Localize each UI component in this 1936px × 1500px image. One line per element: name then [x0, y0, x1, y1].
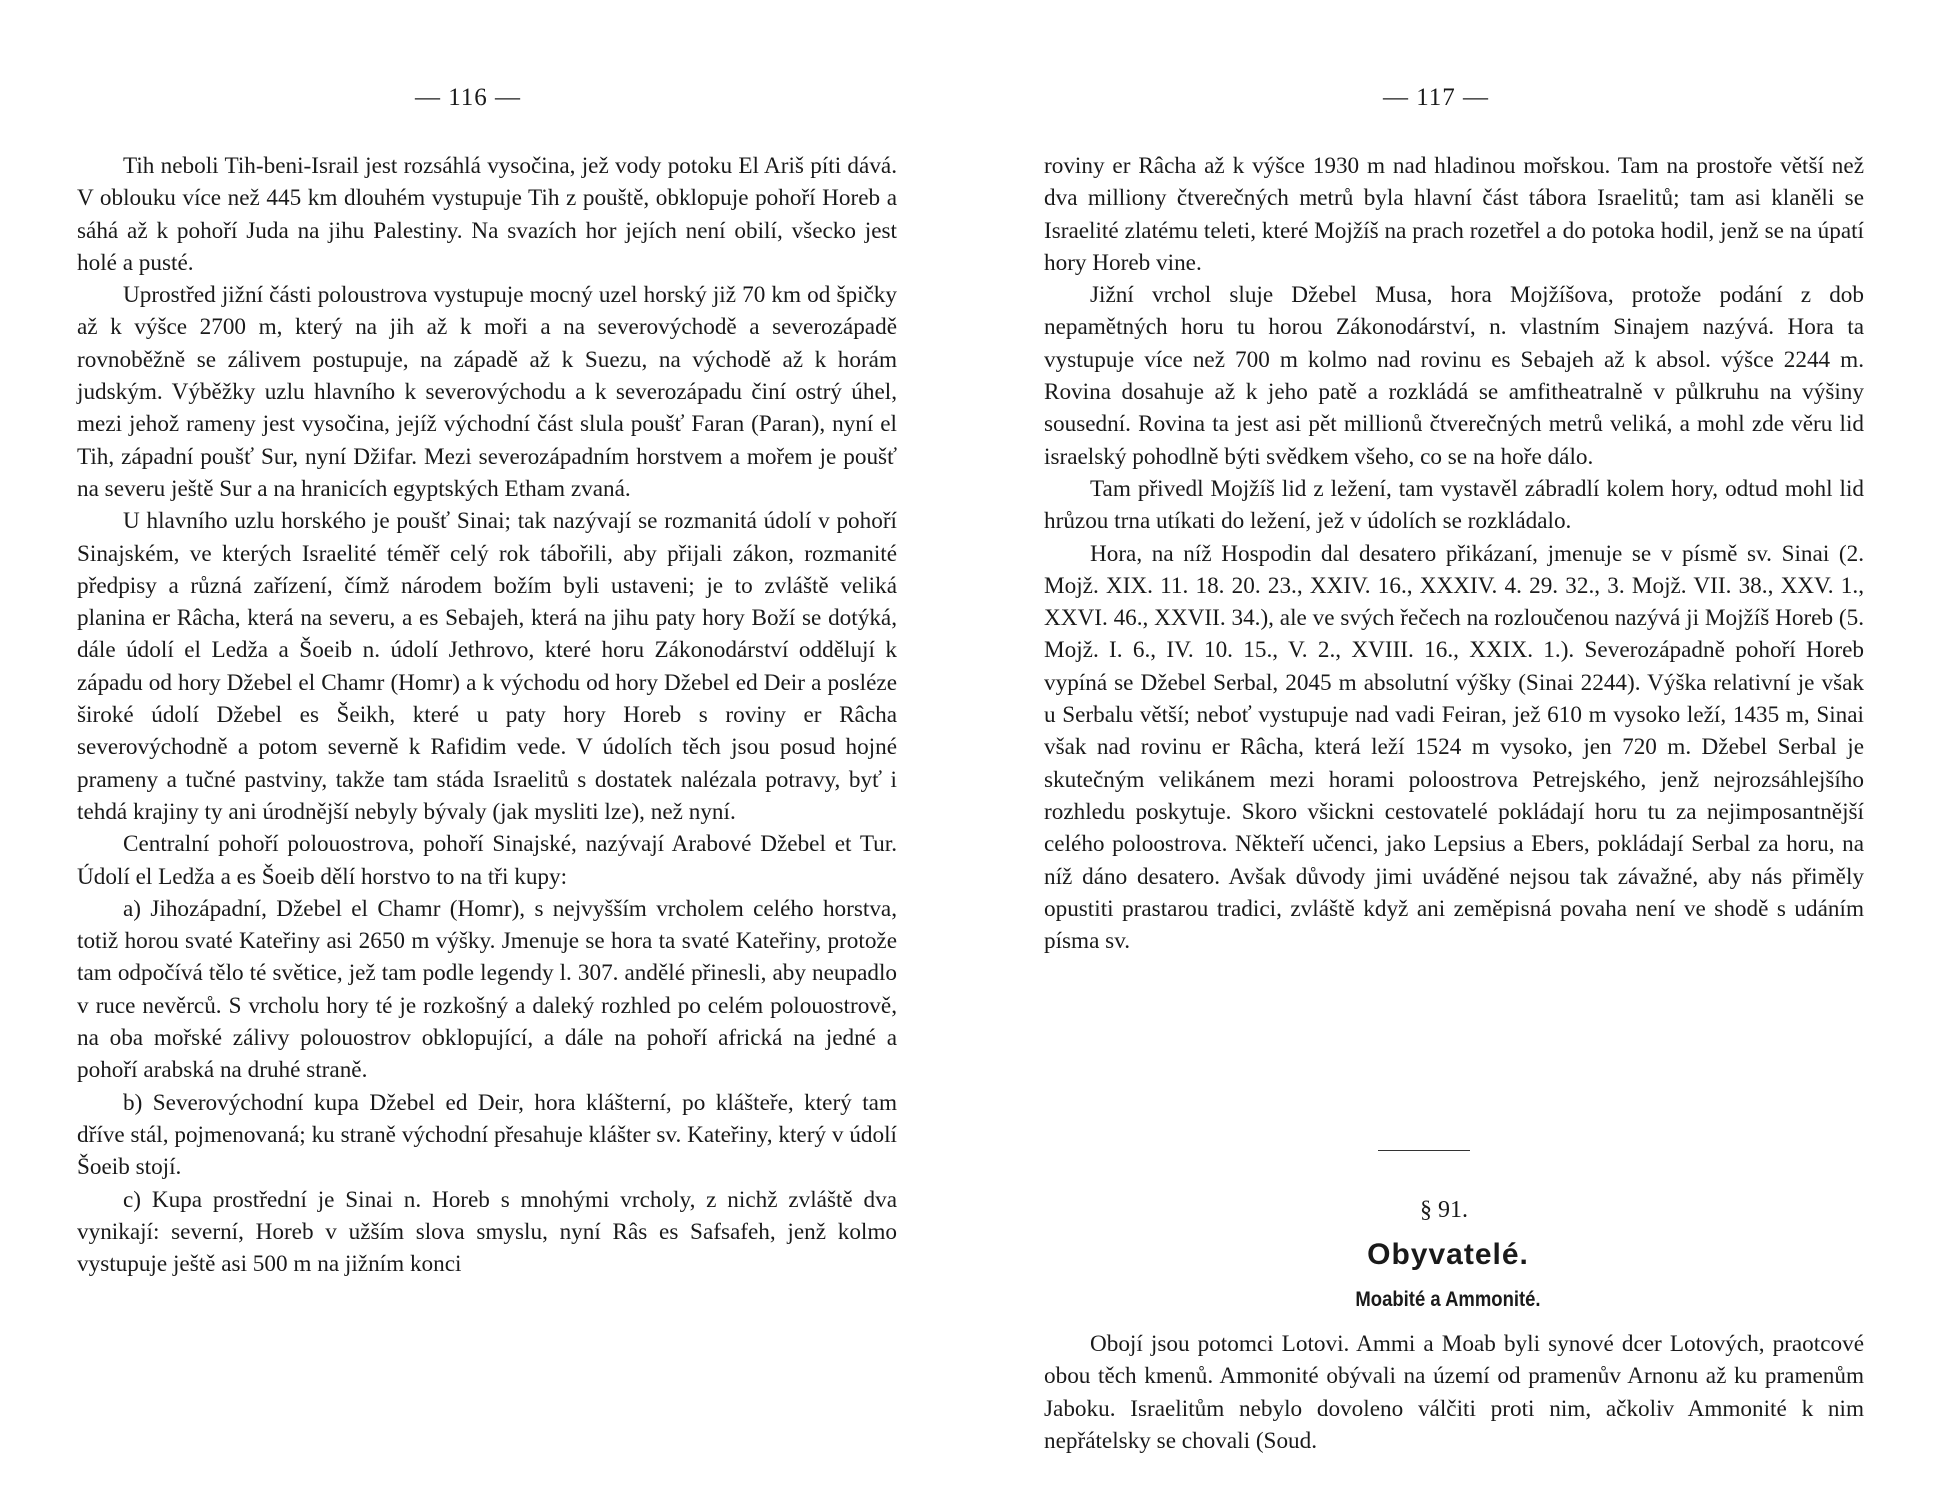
right-page — [968, 0, 1936, 1500]
paragraph: U hlavního uzlu horského je poušť Sinai; tak nazývají se rozmanitá údolí v pohoří Sinajském, ve kterých Israelité téměř celý rok tábořili, aby přijali zákon, rozmanité předpisy a různá zařízení, čímž národem božím byli ustaveni; je to zvláště veliká planina er Râcha, která na severu, a es Sebajeh, která na jihu paty hory Boží se dotýká, dále údolí el Ledža a Šoeib n. údolí Jethrovo, které horu Zákonodárství oddělují k západu od hory Džebel el Chamr (Homr) a k východu od hory Džebel ed Deir a posléze široké údolí Džebel es Šeikh, které u paty hory Horeb s roviny er Râcha severovýchodně a potom severně k Rafidim vede. V údolích těch jsou posud hojné prameny a tučné pastviny, takže tam stáda Israelitů s dostatek nalézala potravy, byť i tehdá krajiny ty ani úrodnější nebyly bývaly (jak mysliti lze), než nyní. — [77, 508, 897, 825]
section-number: § 91. — [1420, 1197, 1468, 1223]
paragraph: Uprostřed jižní části poloustrova vystupuje mocný uzel horský již 70 km od špičky až k výšce 2700 m, který na jih až k moři a na severovýchodě a severozápadě rovnoběžně se zálivem postupuje, na západě až k Suezu, na východě až k horám judským. Výběžky uzlu hlavního k severovýchodu a k severozápadu činí ostrý úhel, mezi jehož rameny jest vysočina, jejíž východní část slula poušť Faran (Paran), nyní el Tih, západní poušť Sur, nyní Džifar. Mezi severozápadním horstvem a mořem je poušť na severu ještě Sur a na hranicích egyptských Etham zvaná. — [77, 282, 897, 502]
section-subtitle: Moabité a Ammonité. — [1355, 1288, 1541, 1311]
paragraph: b) Severovýchodní kupa Džebel ed Deir, hora klášterní, po klášteře, který tam dříve stál, pojmenovaná; ku straně východní přesahuje klášter sv. Kateřiny, který v údolí Šoeib stojí. — [77, 1089, 897, 1181]
section-title: Obyvatelé. — [1367, 1238, 1529, 1271]
paragraph: roviny er Râcha až k výšce 1930 m nad hladinou mořskou. Tam na prostoře větší než dva milliony čtverečných metrů byla hlavní část tábora Israelitů; tam asi klaněli se Israelité zlatému teleti, které Mojžíš na prach rozetřel a do potoka hodil, jenž se na úpatí hory Horeb vine. — [1044, 153, 1864, 276]
paragraph: Obojí jsou potomci Lotovi. Ammi a Moab byli synové dcer Lotových, praotcové obou těch kmenů. Ammonité obývali na území od pramenův Arnonu až ku pramenům Jaboku. Israelitům nebylo dovoleno válčiti proti nim, ačkoliv Ammonité k nim nepřátelsky se chovali (Soud. — [1044, 1331, 1864, 1454]
section-body — [1044, 1328, 1864, 1457]
paragraph: c) Kupa prostřední je Sinai n. Horeb s mnohými vrcholy, z nichž zvláště dva vynikají: severní, Horeb v užším slova smyslu, nyní Râs es Safsafeh, jenž kolmo vystupuje ještě asi 500 m na jižním konci — [77, 1186, 897, 1278]
paragraph: Hora, na níž Hospodin dal desatero přikázaní, jmenuje se v písmě sv. Sinai (2. Mojž. XIX. 11. 18. 20. 23., XXIV. 16., XXXIV. 4. 29. 32., 3. Mojž. VII. 38., XXV. 1., XXVI. 46., XXVII. 34.), ale ve svých řečech na rozloučenou nazývá ji Mojžíš Horeb (5. Mojž. I. 6., IV. 10. 15., V. 2., XVIII. 16., XXIX. 1.). Severozápadně pohoří Horeb vypíná se Džebel Serbal, 2045 m absolutní výšky (Sinai 2244). Výška relativní je však u Serbalu větší; neboť vystupuje nad vadi Feiran, jež 610 m vysoko leží, 1435 m, Sinai však nad rovinu er Râcha, která leží 1524 m vysoko, jen 720 m. Džebel Serbal je skutečným velikánem mezi horami poloostrova Petrejského, jenž nejrozsáhlejšího rozhledu poskytuje. Skoro všickni cestovatelé pokládají horu tu za nejimposantnější celého poloostrova. Někteří učenci, jako Lepsius a Ebers, pokládají Serbal za horu, na níž dáno desatero. Avšak důvody jimi uváděné nejsou tak závažné, aby nás přiměly opustiti prastarou tradici, zvláště když ani zeměpisná povaha není ve shodě s udáním písma sv. — [1044, 540, 1864, 955]
paragraph: Tih neboli Tih-beni-Israil jest rozsáhlá vysočina, jež vody potoku El Ariš píti dává. V oblouku více než 445 km dlouhém vystupuje Tih z pouště, obklopuje pohoří Horeb a sáhá až k pohoří Juda na jihu Palestiny. Na svazích hor jejích není obilí, všecko jest holé a pusté. — [77, 153, 897, 276]
body-text — [77, 150, 897, 1280]
section-divider — [1378, 1150, 1470, 1151]
paragraph: Tam přivedl Mojžíš lid z ležení, tam vystavěl zábradlí kolem hory, odtud mohl lid hrůzou trna utíkati do ležení, jež v údolích se rozkládalo. — [1044, 475, 1864, 535]
page-number: — 117 — — [1382, 84, 1490, 111]
body-text — [1044, 150, 1864, 957]
page-number: — 116 — — [414, 84, 522, 111]
paragraph: Jižní vrchol sluje Džebel Musa, hora Mojžíšova, protože podání z dob nepamětných horu tu horou Zákonodárství, n. vlastním Sinajem nazývá. Hora ta vystupuje více než 700 m kolmo nad rovinu es Sebajeh až k absol. výšce 2244 m. Rovina dosahuje až k jeho patě a rozkládá se amfitheatralně v půlkruhu na výšiny sousední. Rovina ta jest asi pět millionů čtverečných metrů veliká, a mohl zde věru lid israelský pohodlně býti svědkem všeho, co se na hoře dálo. — [1044, 282, 1864, 470]
paragraph: a) Jihozápadní, Džebel el Chamr (Homr), s nejvyšším vrcholem celého horstva, totiž horou svaté Kateřiny asi 2650 m výšky. Jmenuje se hora ta svaté Kateřiny, protože tam odpočívá tělo té světice, jež tam podle legendy l. 307. andělé přinesli, aby neupadlo v ruce nevěrců. S vrcholu hory té je rozkošný a daleký rozhled po celém polouostrově, na oba mořské zálivy polouostrov obklopující, a dále na pohoří africká na jedné a pohoří arabská na druhé straně. — [77, 895, 897, 1084]
paragraph: Centralní pohoří polouostrova, pohoří Sinajské, nazývají Arabové Džebel et Tur. Údolí el Ledža a es Šoeib dělí horstvo to na tři kupy: — [77, 831, 897, 890]
